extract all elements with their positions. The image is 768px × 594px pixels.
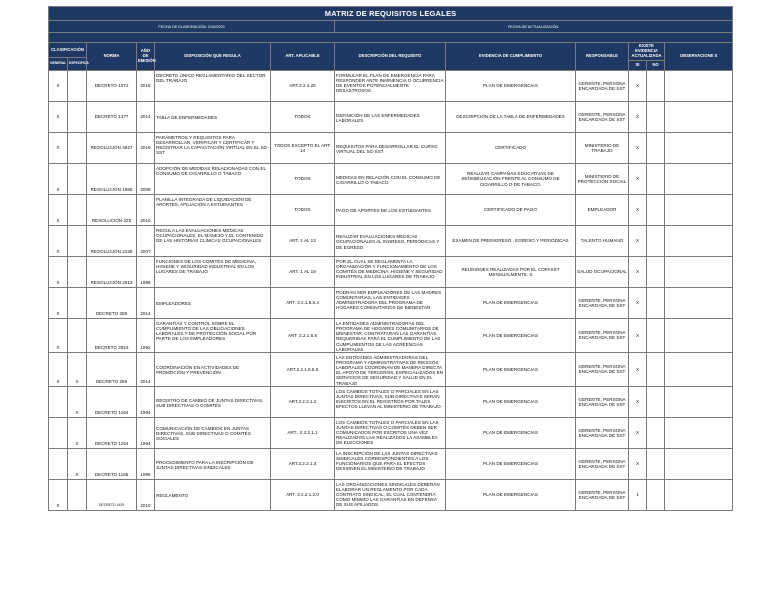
cell-observaciones	[665, 319, 733, 353]
table-row	[49, 448, 733, 479]
cell-observaciones	[665, 257, 733, 288]
cell-evidencia: PLAN DE EMERGENCIAS	[446, 71, 576, 102]
cell-especifica	[68, 288, 87, 319]
cell-art: ART. 1 AL 13	[271, 226, 335, 257]
cell-evidencia: PLAN DE EMERGENCIAS	[446, 288, 576, 319]
cell-general	[49, 448, 68, 479]
cell-art: TODOS	[271, 195, 335, 226]
cell-observaciones	[665, 479, 733, 510]
header-art: ART. APLICABLE	[271, 43, 335, 71]
cell-especifica	[68, 71, 87, 102]
cell-evidencia: DESCRIPCIÓN DE LA TABLA DE ENFERMEDADES	[446, 102, 576, 133]
cell-especifica	[68, 102, 87, 133]
cell-no	[647, 479, 665, 510]
cell-no	[647, 288, 665, 319]
cell-especifica	[68, 257, 87, 288]
cell-responsable: EMPLEADOR	[576, 195, 629, 226]
cell-art: TODOS EXCEPTO EL ART. 14	[271, 133, 335, 164]
cell-observaciones	[665, 226, 733, 257]
cell-descripcion: PODRÁN SER EMPLEADORES DE LAS MADRES COMUNITARIAS, LAS ENTIDADES ADMINISTRADORA DEL PROGRAMA DE HOGARES COMUNITARIOS DE BIENESTAR	[335, 288, 446, 319]
cell-norma: DECRETO 1194	[87, 417, 137, 448]
header-evidencia: EVIDENCIA DE CUMPLIMIENTO	[446, 43, 576, 71]
cell-descripcion: LOS CAMBIOS TOTALES O PARCIALES EN LAS JUNTAS DIRECTIVAS, SUB DIRECTIVAS SERÁN INSCRITOS EN EL REGISTROS POR TALES EFECTOS LLEVAN AL MINISTERIO DE TRABAJO	[335, 386, 446, 417]
cell-general: X	[49, 288, 68, 319]
cell-norma: RESOLUCIÓN 2436	[87, 226, 137, 257]
cell-general: X	[49, 133, 68, 164]
cell-observaciones	[665, 417, 733, 448]
cell-norma: DECRETO 1429	[87, 479, 137, 510]
cell-descripcion: REQUISITOS PARA DESARROLLAR EL CURSO VIRTUAL DEL SG-SST	[335, 133, 446, 164]
cell-art: ART. 2.2.1.6.5.4	[271, 288, 335, 319]
cell-evidencia: REUNIONES REALIZADAS POR EL COPASST MENSUALMENTE. S	[446, 257, 576, 288]
cell-si: X	[629, 448, 647, 479]
cell-si: X	[629, 257, 647, 288]
cell-norma: DECRETO 1072	[87, 71, 137, 102]
cell-art: TODOS	[271, 164, 335, 195]
cell-no	[647, 448, 665, 479]
cell-especifica: X	[68, 448, 87, 479]
cell-observaciones	[665, 133, 733, 164]
cell-responsable: GERENTE, PERSONA ENCARGADA DE SST	[576, 448, 629, 479]
cell-general: X	[49, 195, 68, 226]
header-responsable: RESPONSABLE	[576, 43, 629, 71]
cell-responsable: GERENTE, PERSONA ENCARGADA DE SST	[576, 71, 629, 102]
cell-disposicion: GARANTÍAS Y CONTROL SOBRE EL CUMPLIMIENTO DE LAS OBLIGACIONES LABORALES Y DE PROTECCIÓN SOCIAL POR PARTE DE LOS EMPLEADORES	[155, 319, 271, 353]
legal-requirements-matrix	[48, 6, 732, 511]
header-existe: EXISTE EVIDENCIA ACTUALIZADA	[629, 43, 665, 61]
cell-anio: 2007	[137, 226, 155, 257]
table-row	[49, 417, 733, 448]
cell-si: X	[629, 195, 647, 226]
cell-anio: 2014	[137, 352, 155, 386]
cell-responsable: TALENTO HUMANO	[576, 226, 629, 257]
cell-evidencia: PLAN DE EMERGENCIAS	[446, 448, 576, 479]
header-si: SI	[629, 61, 647, 71]
cell-si: X	[629, 386, 647, 417]
cell-descripcion: DEFINICIÓN DE LAS ENFERMEDADES LABORALES	[335, 102, 446, 133]
header-disposicion: DISPOSICIÓN QUE REGULA	[155, 43, 271, 71]
cell-art: ART.2.2.4.25	[271, 71, 335, 102]
cell-especifica	[68, 195, 87, 226]
cell-observaciones	[665, 448, 733, 479]
header-descripcion: DESCRIPCIÓN DEL REQUISITO	[335, 43, 446, 71]
cell-observaciones	[665, 164, 733, 195]
cell-responsable: MINISTERIO DE PROTECCIÓN SOCIAL	[576, 164, 629, 195]
cell-descripcion: PAGO DE APORTES DE LOS ESTUDIANTES	[335, 195, 446, 226]
cell-descripcion: POR EL CUAL SE REGLAMENTA LA ORGANIZACIÓN Y FUNCIONAMIENTO DE LOS COMITÉS DE MEDICINA, HIGIENE Y SEGURIDAD INDUSTRIAL EN LOS LUGARES DE TRABAJO	[335, 257, 446, 288]
cell-norma: RESOLUCIÓN 2013	[87, 257, 137, 288]
cell-norma: RESOLUCIÓN 4927	[87, 133, 137, 164]
header-observaciones: OBSERVACIONE S	[665, 43, 733, 71]
cell-evidencia: PLAN DE EMERGENCIAS	[446, 319, 576, 353]
matrix-table	[48, 6, 733, 511]
cell-disposicion: ADOPCIÓN DE MEDIDAS RELACIONADAS CON EL CONSUMO DE CIGARRILLO O TABACO	[155, 164, 271, 195]
cell-responsable: GERENTE, PERSONA ENCARGADA DE SST	[576, 352, 629, 386]
cell-disposicion: REGULA LAS EVALUACIONES MEDICAS OCUPACIONALES, EL MANEJO Y EL CONTENIDO DE LAS HISTORIAS CLÍNICAS OCUPACIONALES	[155, 226, 271, 257]
cell-no	[647, 319, 665, 353]
cell-anio: 2014	[137, 288, 155, 319]
cell-especifica	[68, 226, 87, 257]
cell-general: X	[49, 164, 68, 195]
cell-si: 1	[629, 479, 647, 510]
cell-si: X	[629, 319, 647, 353]
cell-si: X	[629, 352, 647, 386]
cell-responsable: GERENTE, PERSONA ENCARGADA DE SST	[576, 386, 629, 417]
cell-art: ART. 2.2.1.5.5	[271, 319, 335, 353]
table-row	[49, 71, 733, 102]
cell-evidencia: CERTIFICADO DE PAGO	[446, 195, 576, 226]
cell-si: X	[629, 417, 647, 448]
cell-anio: 1994	[137, 417, 155, 448]
header-general: GENERAL	[49, 58, 68, 71]
cell-general	[49, 386, 68, 417]
cell-no	[647, 195, 665, 226]
cell-norma: DECRETO 1194	[87, 386, 137, 417]
cell-anio: 2010	[137, 479, 155, 510]
cell-art: ART.2.2.1.6.5.6	[271, 352, 335, 386]
cell-no	[647, 71, 665, 102]
cell-art: TODOS	[271, 102, 335, 133]
cell-disposicion: PLANILLA INTEGRADA DE LIQUIDACIÓN DE APORTES, AFILIACIÓN A ESTUDIANTES	[155, 195, 271, 226]
cell-general: X	[49, 257, 68, 288]
cell-norma: DECRETO 289	[87, 352, 137, 386]
cell-anio: 2015	[137, 195, 155, 226]
cell-general: X	[49, 102, 68, 133]
cell-no	[647, 417, 665, 448]
cell-observaciones	[665, 195, 733, 226]
cell-evidencia: PLAN DE EMERGENCIAS	[446, 417, 576, 448]
table-row	[49, 133, 733, 164]
cell-responsable: GERENTE, PERSONA ENCARGADA DE SST	[576, 417, 629, 448]
cell-no	[647, 164, 665, 195]
cell-disposicion: FUNCIONES DE LOS COMITÉS DE MEDICINA, HIGIENE Y SEGURIDAD INDUSTRIAL EN LOS LUGARES DE TRABAJO	[155, 257, 271, 288]
cell-general: X	[49, 319, 68, 353]
cell-disposicion: DECRETO ÚNICO REGLAMENTARIO DEL SECTOR DEL TRABAJO	[155, 71, 271, 102]
cell-observaciones	[665, 386, 733, 417]
cell-descripcion: LA ENTIDADES ADMINISTRADORAS DEL PROGRAMA DE HOGARES COMUNITARIOS DE BIENESTAR, CONTRATARAN LAS GARANTÍAS REQUERIDAS PARA EL CUMPLIMIENTO DE LAS CUMPLIMIENTOS DE LAS ACREENCIAS LABORALES	[335, 319, 446, 353]
update-date: FECHA DE ACTUALIZACIÓN:	[335, 21, 733, 33]
cell-descripcion: LOS CAMBIOS TOTALES O PARCIALES EN LAS JUNTAS DIRECTIVAS O COMITÉS DEBEN SER COMUNICADOS POR ESCRITOS UNA VEZ REALIZADOS LAS REALIZADOS LA ASAMBLEA DE ELECCIONES	[335, 417, 446, 448]
table-row	[49, 479, 733, 510]
cell-si: X	[629, 164, 647, 195]
cell-si: X	[629, 71, 647, 102]
matrix-body	[49, 71, 733, 511]
cell-anio: 1994	[137, 386, 155, 417]
cell-descripcion: FORMULAR EL PLAN DE EMERGENCIA PARA RESPONDER ANTE INMINENCIA O OCURRENCIA DE EVENTOS POTENCIALMENTE DESASTROSOS	[335, 71, 446, 102]
cell-disposicion: COMUNICACIÓN DE CAMBIOS EN JUNTAS DIRECTIVAS, SUB DIRECTIVAS O COMITÉS SOCIALES	[155, 417, 271, 448]
cell-especifica: X	[68, 352, 87, 386]
cell-anio: 1995	[137, 448, 155, 479]
cell-si: X	[629, 102, 647, 133]
header-spacer	[49, 33, 733, 43]
cell-descripcion: REALIZAR EVALUACIONES MEDICAS OCUPACIONALES AL INGRESO, PERIÓDICAS Y DE EGRESO	[335, 226, 446, 257]
cell-art: ART.2.2.2.1.3	[271, 448, 335, 479]
cell-art: ART. 2.2.2.1.2.0	[271, 479, 335, 510]
table-row	[49, 195, 733, 226]
cell-norma: RESOLUCIÓN 1956	[87, 164, 137, 195]
table-row	[49, 319, 733, 353]
cell-anio: 2015	[137, 71, 155, 102]
cell-general: X	[49, 352, 68, 386]
cell-descripcion: LA INSCRIPCIÓN DE LAS JUNTAS DIRECTIVAS SINDICALES CORRESPONDIENTES A LOS FUNCIONARIOS QUE PARA EL EFECTOS DESIGNEN EL MINISTERIO DE TRABAJO	[335, 448, 446, 479]
cell-evidencia: PLAN DE EMERGENCIAS	[446, 386, 576, 417]
cell-no	[647, 386, 665, 417]
table-row	[49, 352, 733, 386]
cell-norma: DECRETO 2923	[87, 319, 137, 353]
table-row	[49, 386, 733, 417]
cell-responsable: GERENTE, PERSONA ENCARGADA DE SST	[576, 479, 629, 510]
table-row	[49, 102, 733, 133]
cell-descripcion: LAS ENTIDADES ADMINISTRADORAS DEL PROGRAMA Y ADMINISTRATIVAS DE RIESGOS LABORALES COORDINAN DE MANERA DIRECTA EL APOYO DE TERCEROS, ESPECIALIZADOS EN SERVICIOS DE SEGURIDAD Y SALUD EN EL TRABAJO	[335, 352, 446, 386]
cell-no	[647, 102, 665, 133]
cell-general: X	[49, 479, 68, 510]
cell-art: ART. 1 AL 19	[271, 257, 335, 288]
cell-especifica: X	[68, 386, 87, 417]
cell-no	[647, 257, 665, 288]
cell-no	[647, 352, 665, 386]
table-row	[49, 226, 733, 257]
cell-observaciones	[665, 71, 733, 102]
cell-evidencia: PLAN DE EMERGENCIAS	[446, 352, 576, 386]
cell-disposicion: REGLAMENTO	[155, 479, 271, 510]
creation-date: FECHA DE ELABORACIÓN: 2/10/2020	[49, 21, 335, 33]
cell-evidencia: EXAMEN DE PREINGRESO , EGRESO Y PERIÓDICAS	[446, 226, 576, 257]
cell-especifica	[68, 319, 87, 353]
cell-si: X	[629, 133, 647, 164]
cell-norma: RESOLUCIÓN 225	[87, 195, 137, 226]
cell-disposicion: PARÁMETROS Y REQUISITOS PARA DESARROLLAR, VERIFICAR Y CERTIFICAR Y REGISTRAR LA CAPACITACIÓN VIRTUAL EN EL SG-SST	[155, 133, 271, 164]
cell-responsable: GERENTE, PERSONA ENCARGADA DE SST	[576, 319, 629, 353]
cell-especifica	[68, 479, 87, 510]
cell-responsable: GERENTE, PERSONA ENCARGADA DE SST	[576, 288, 629, 319]
cell-art: ART.. 2.2.2.1.1	[271, 417, 335, 448]
cell-responsable: MINISTERIO DE TRABAJO	[576, 133, 629, 164]
table-row	[49, 257, 733, 288]
cell-disposicion: TABLA DE ENFERMEDADES	[155, 102, 271, 133]
cell-especifica	[68, 133, 87, 164]
cell-si: X	[629, 288, 647, 319]
matrix-title: MATRIZ DE REQUISITOS LEGALES	[49, 7, 733, 21]
cell-observaciones	[665, 288, 733, 319]
cell-disposicion: REGISTRO DE CAMBIO DE JUNTAS DIRECTIVAS, SUB DIRECTIVAS O COMITÉS	[155, 386, 271, 417]
header-especifica: ESPECIFICA	[68, 58, 87, 71]
cell-general: X	[49, 71, 68, 102]
cell-especifica: X	[68, 417, 87, 448]
cell-descripcion: MEDIDAS EN RELACIÓN CON EL CONSUMO DE CIGARRILLO O TABACO	[335, 164, 446, 195]
cell-anio: 2014	[137, 102, 155, 133]
cell-disposicion: PROCEDIMIENTO PARA LA INSCRIPCIÓN DE JUNTAS DIRECTIVAS SINDICALES	[155, 448, 271, 479]
header-norma: NORMA	[87, 43, 137, 71]
cell-norma: DECRETO 289	[87, 288, 137, 319]
cell-descripcion: LAS ORGANIZACIONES SINDICALES DEBERÁN ELABORAR UN REGLAMENTO POR CADA CONTRATO SINDICAL, EL CUAL CONTENDRÁ COMO MÍNIMO LAS GARANTÍAS EN DEFENSA DE SUS AFILIADOS	[335, 479, 446, 510]
cell-general	[49, 417, 68, 448]
cell-disposicion: EMPLEADORES	[155, 288, 271, 319]
cell-disposicion: COORDINACIÓN EN ACTIVIDADES DE PROMOCIÓN Y PREVENCIÓN	[155, 352, 271, 386]
header-no: NO	[647, 61, 665, 71]
cell-norma: DECRETO 1195	[87, 448, 137, 479]
header-anio: AÑO DE EMISIÓN	[137, 43, 155, 71]
cell-general: X	[49, 226, 68, 257]
cell-evidencia: PLAN DE EMERGENCIAS	[446, 479, 576, 510]
cell-especifica	[68, 164, 87, 195]
cell-evidencia: CERTIFICADO	[446, 133, 576, 164]
table-row	[49, 164, 733, 195]
cell-si: X	[629, 226, 647, 257]
table-row	[49, 288, 733, 319]
cell-norma: DECRETO 1477	[87, 102, 137, 133]
cell-evidencia: REALIZAR CAMPAÑAS EDUCATIVAS DE SENSIBILIZACIÓN FRENTE AL CONSUMO DE CIGARRILLO O DE TABACO.	[446, 164, 576, 195]
cell-no	[647, 226, 665, 257]
cell-art: ART.2.2.2.1.2	[271, 386, 335, 417]
cell-no	[647, 133, 665, 164]
cell-anio: 1986	[137, 257, 155, 288]
cell-responsable: SALUD OCUPACIONAL	[576, 257, 629, 288]
cell-observaciones	[665, 352, 733, 386]
cell-responsable: GERENTE, PERSONA ENCARGADA DE SST	[576, 102, 629, 133]
cell-anio: 2016	[137, 133, 155, 164]
header-clasificacion: CLASIFICACIÓN	[49, 43, 87, 58]
cell-anio: 1992	[137, 319, 155, 353]
cell-anio: 2008	[137, 164, 155, 195]
cell-observaciones	[665, 102, 733, 133]
